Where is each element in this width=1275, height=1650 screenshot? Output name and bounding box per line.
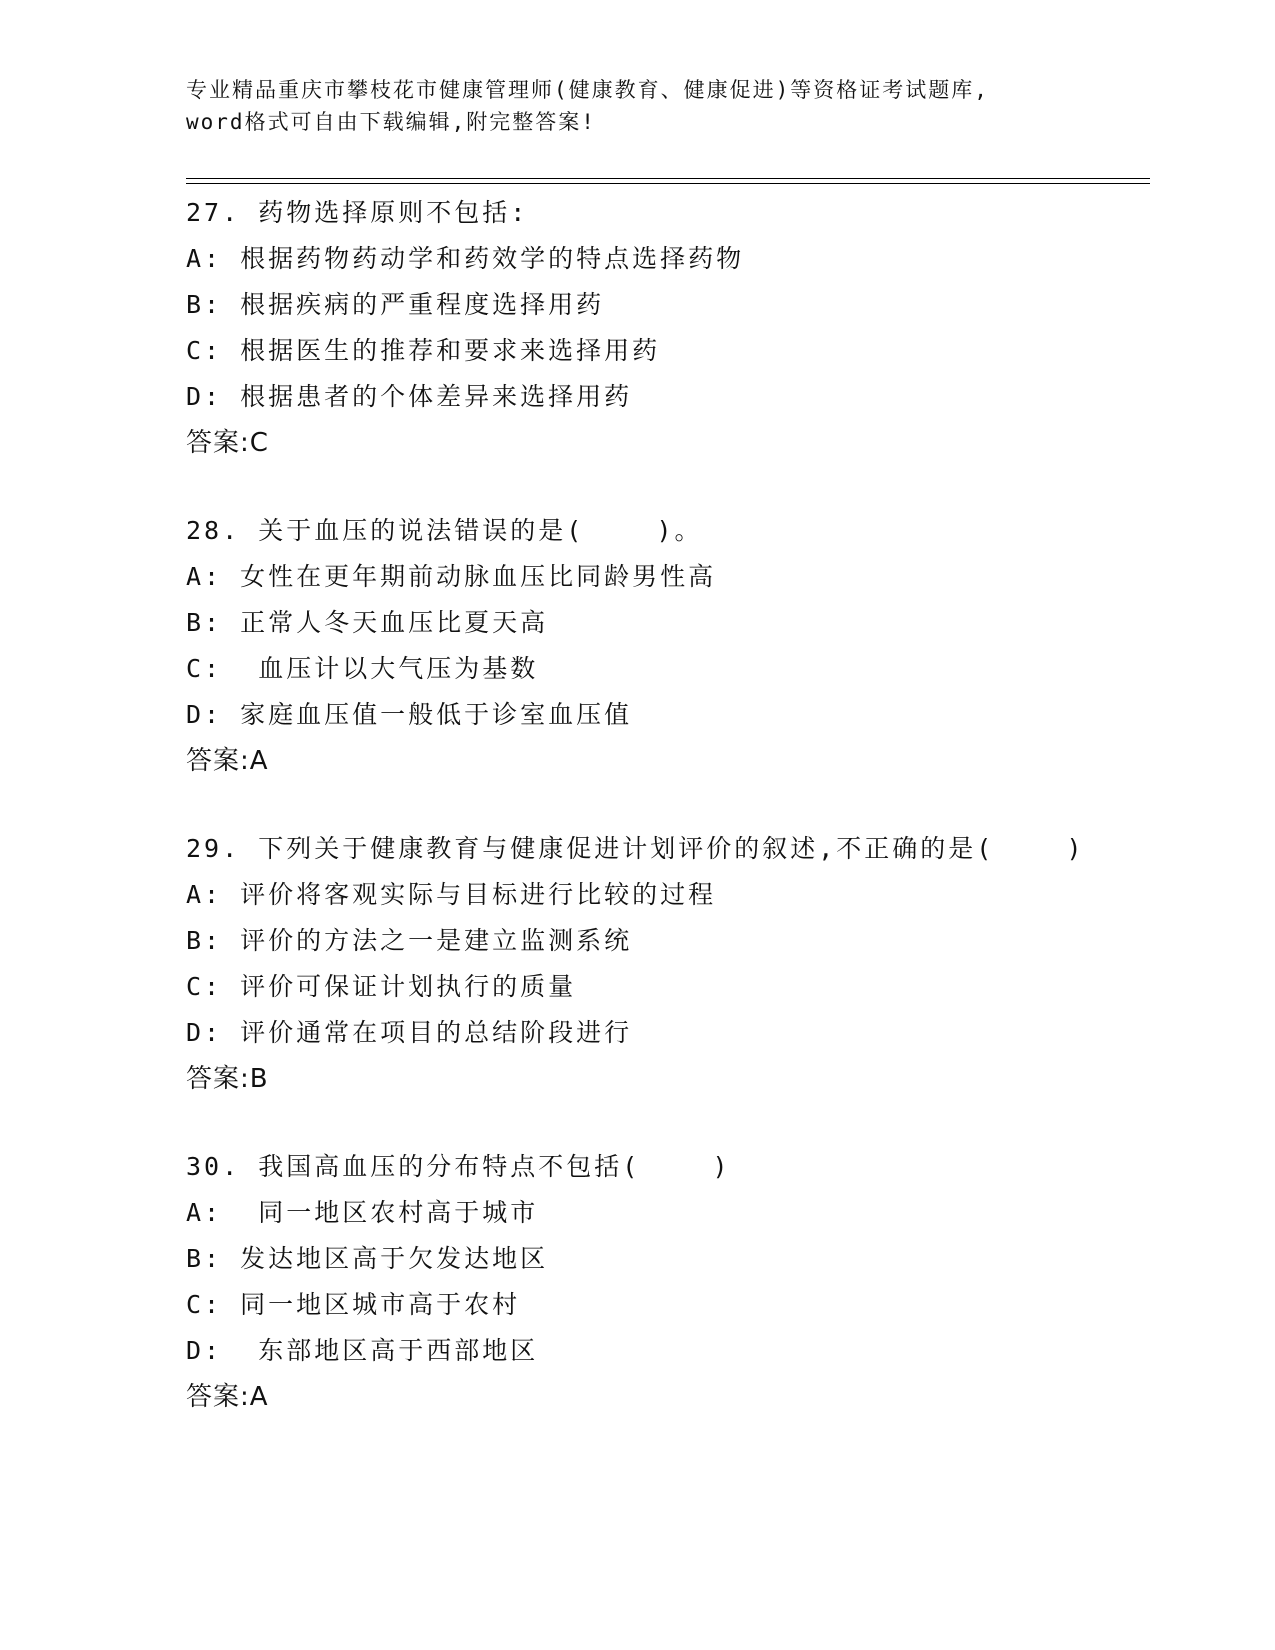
- question-28: [186, 508, 1146, 784]
- header-line-2: word格式可自由下载编辑,附完整答案!: [186, 110, 596, 134]
- option-a: A: 评价将客观实际与目标进行比较的过程: [186, 880, 717, 909]
- option-d: D: 根据患者的个体差异来选择用药: [186, 382, 633, 411]
- answer: 答案:B: [186, 1064, 269, 1094]
- option-c: C: 评价可保证计划执行的质量: [186, 972, 577, 1001]
- answer: 答案:C: [186, 428, 269, 458]
- option-d: D: 家庭血压值一般低于诊室血压值: [186, 700, 633, 729]
- answer: 答案:A: [186, 1382, 269, 1412]
- option-d: D: 东部地区高于西部地区: [186, 1336, 539, 1365]
- question-stem: 27. 药物选择原则不包括:: [186, 198, 529, 227]
- option-b: B: 评价的方法之一是建立监测系统: [186, 926, 633, 955]
- option-c: C: 同一地区城市高于农村: [186, 1290, 521, 1319]
- header-line-1: 专业精品重庆市攀枝花市健康管理师(健康教育、健康促进)等资格证考试题库,: [186, 78, 989, 102]
- option-a: A: 同一地区农村高于城市: [186, 1198, 539, 1227]
- answer: 答案:A: [186, 746, 269, 776]
- question-stem: 28. 关于血压的说法错误的是( )。: [186, 516, 703, 545]
- option-d: D: 评价通常在项目的总结阶段进行: [186, 1018, 633, 1047]
- option-a: A: 根据药物药动学和药效学的特点选择药物: [186, 244, 745, 273]
- option-b: B: 正常人冬天血压比夏天高: [186, 608, 549, 637]
- option-c: C: 血压计以大气压为基数: [186, 654, 539, 683]
- question-30: [186, 1144, 1146, 1420]
- option-a: A: 女性在更年期前动脉血压比同龄男性高: [186, 562, 717, 591]
- header-divider: [186, 178, 1150, 184]
- option-b: B: 根据疾病的严重程度选择用药: [186, 290, 605, 319]
- question-29: [186, 826, 1146, 1102]
- option-c: C: 根据医生的推荐和要求来选择用药: [186, 336, 661, 365]
- question-stem: 29. 下列关于健康教育与健康促进计划评价的叙述,不正确的是( ): [186, 834, 1085, 863]
- question-27: [186, 190, 1146, 466]
- question-stem: 30. 我国高血压的分布特点不包括( ): [186, 1152, 731, 1181]
- option-b: B: 发达地区高于欠发达地区: [186, 1244, 549, 1273]
- document-header: [186, 74, 1146, 138]
